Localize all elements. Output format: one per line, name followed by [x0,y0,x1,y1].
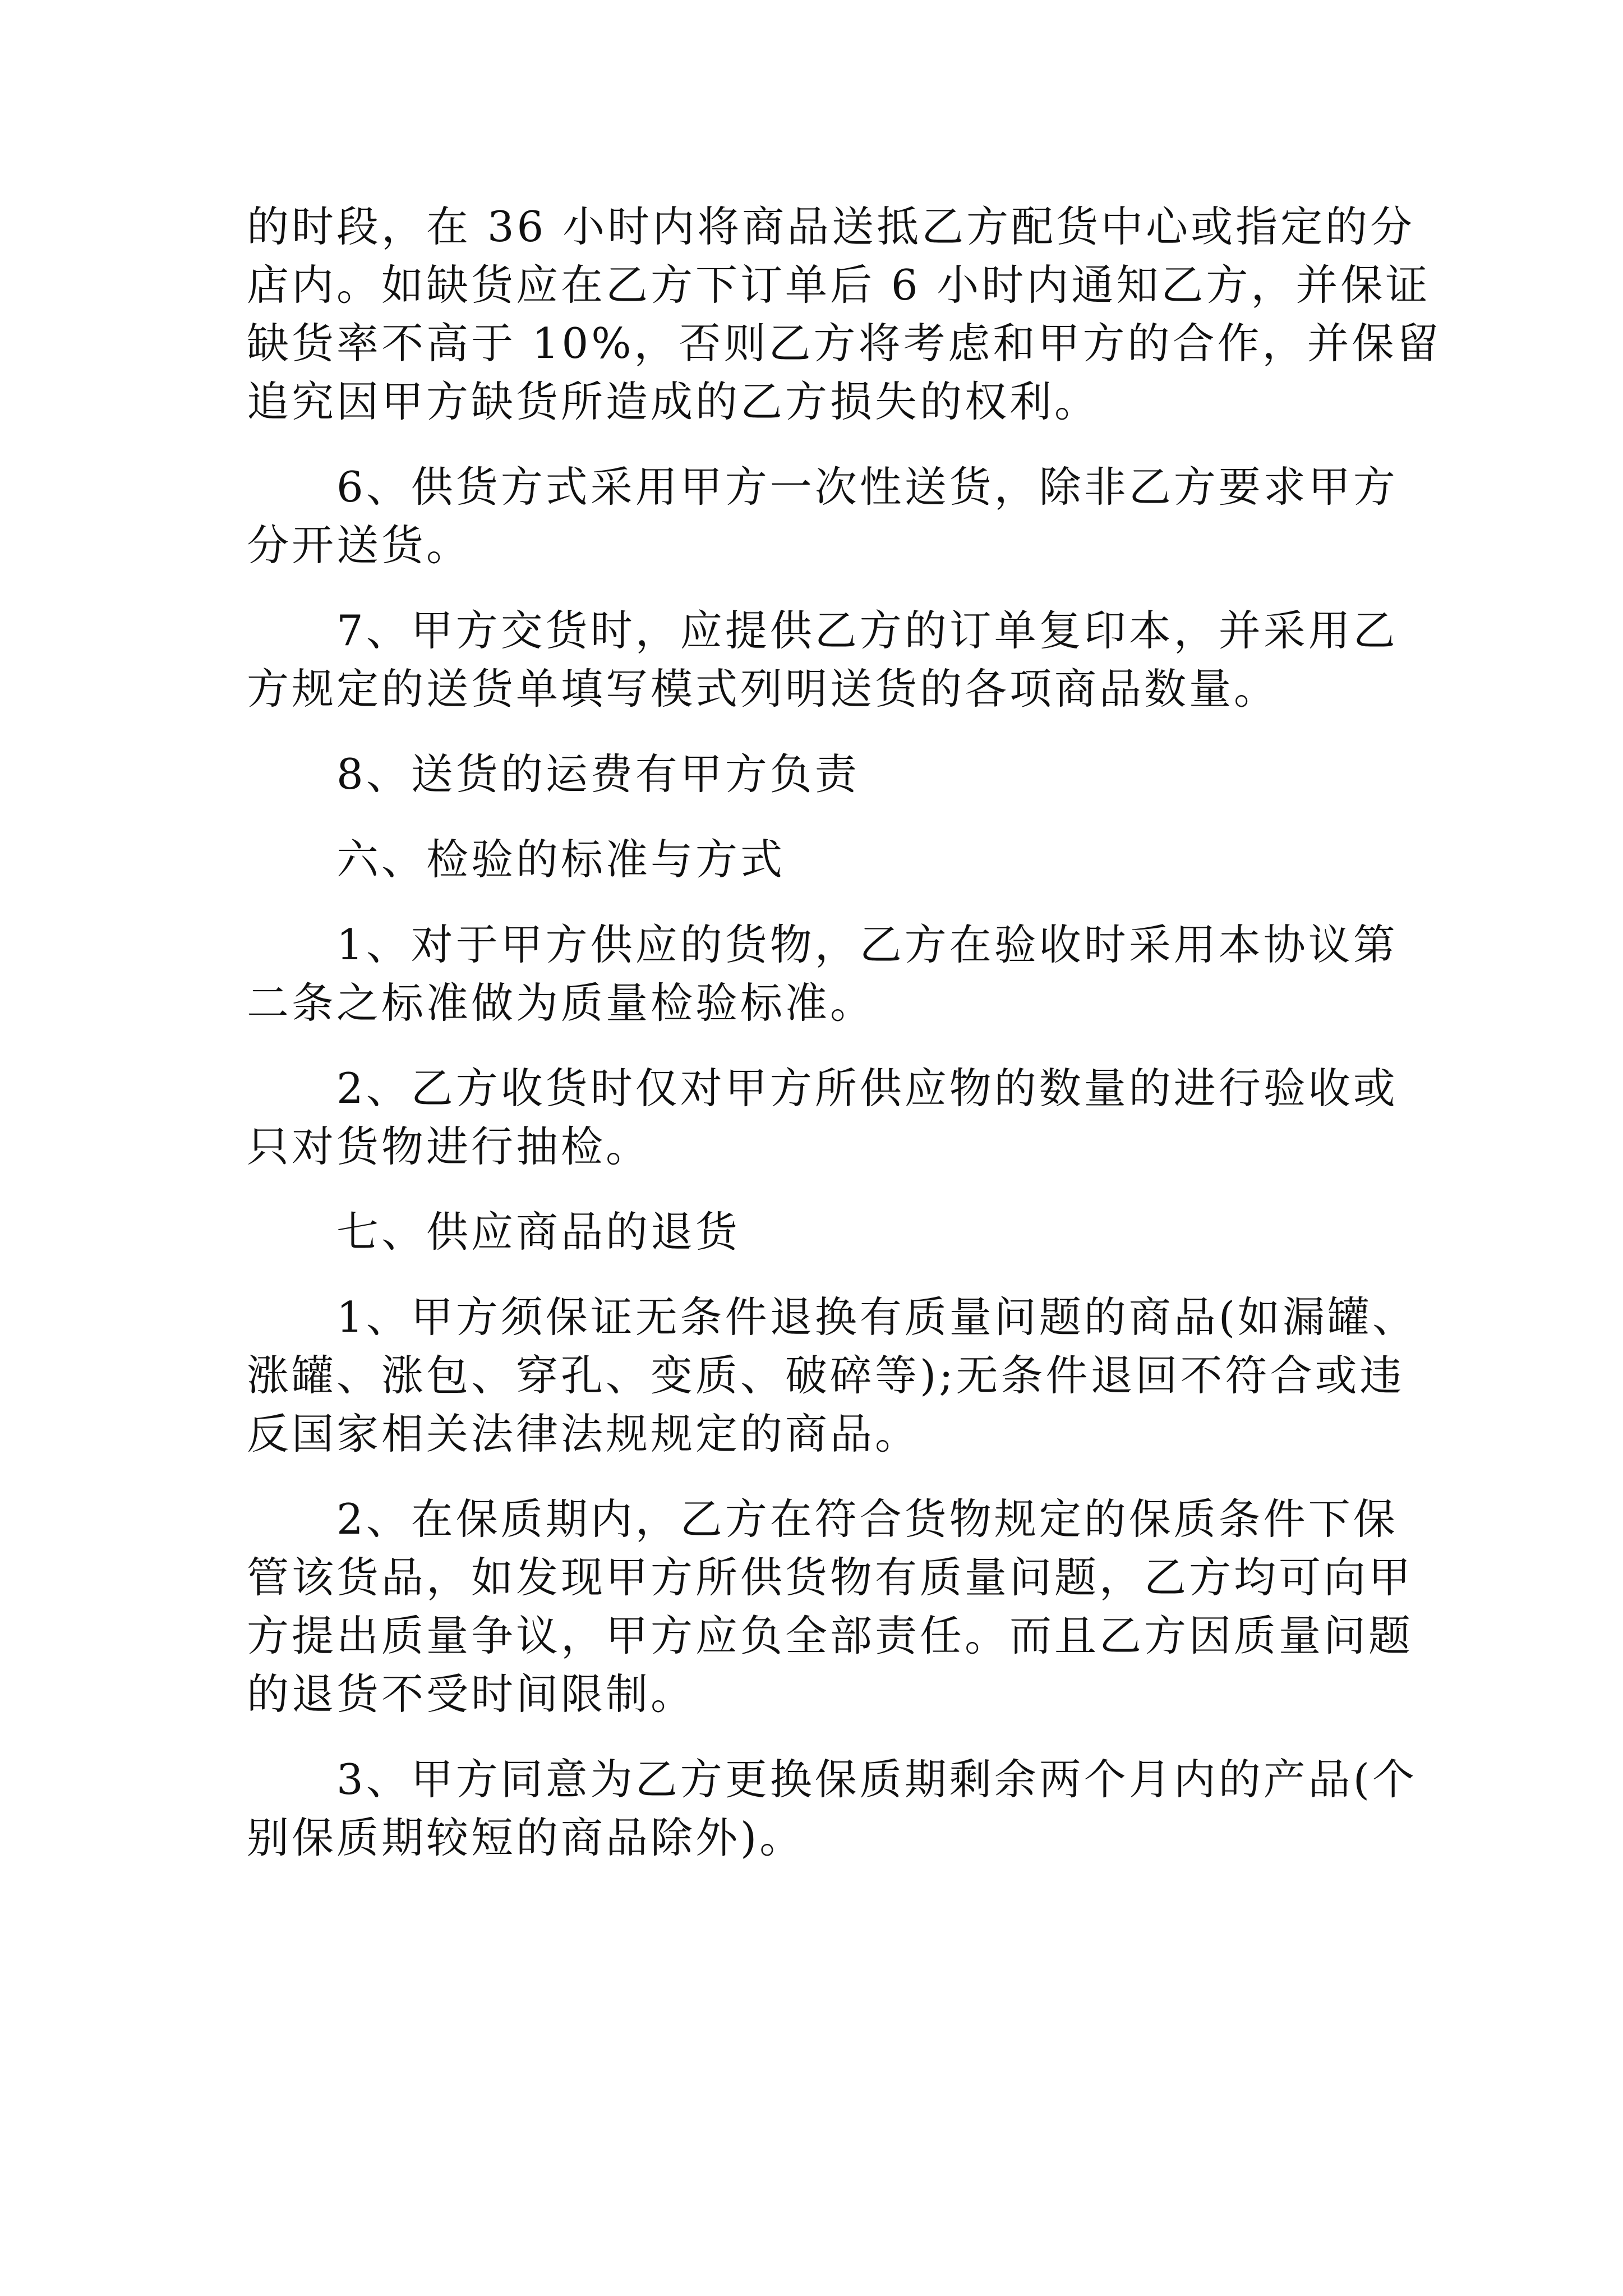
text-line: 反国家相关法律法规规定的商品。 [247,1409,920,1458]
text-line: 别保质期较短的商品除外)。 [247,1813,805,1862]
text-line: 店内。如缺货应在乙方下订单后 6 小时内通知乙方，并保证 [247,260,1431,310]
text-line: 2、在保质期内，乙方在符合货物规定的保质条件下保 [336,1494,1398,1544]
clause-6-2-receipt-check [247,1059,1398,1176]
clause-7-3-shelf-life-exchange [247,1750,1417,1867]
text-line: 二条之标准做为质量检验标准。 [247,978,875,1028]
text-line: 1、甲方须保证无条件退换有质量问题的商品(如漏罐、 [336,1292,1417,1342]
clause-5-6-supply-method [247,458,1398,574]
text-line: 8、送货的运费有甲方负责 [336,749,860,799]
clause-6-1-inspection-standard [247,915,1398,1032]
text-line: 方规定的送货单填写模式列明送货的各项商品数量。 [247,664,1279,714]
paragraph-delivery-time [247,197,1442,431]
text-line: 的时段，在 36 小时内将商品送抵乙方配货中心或指定的分 [247,202,1415,251]
document-page [247,197,1442,1894]
clause-7-2-quality-dispute [247,1490,1414,1723]
text-line: 方提出质量争议，甲方应负全部责任。而且乙方因质量问题 [247,1611,1414,1660]
section-heading: 六、检验的标准与方式 [336,835,786,884]
text-line: 2、乙方收货时仅对甲方所供应物的数量的进行验收或 [336,1064,1398,1113]
text-line: 1、对于甲方供应的货物，乙方在验收时采用本协议第 [336,920,1398,969]
text-line: 6、供货方式采用甲方一次性送货，除非乙方要求甲方 [336,462,1398,512]
text-line: 管该货品，如发现甲方所供货物有质量问题，乙方均可向甲 [247,1553,1414,1602]
section-heading: 七、供应商品的退货 [336,1207,741,1257]
text-line: 追究因甲方缺货所造成的乙方损失的权利。 [247,377,1100,426]
clause-5-7-delivery-documents [247,601,1398,718]
text-line: 的退货不受时间限制。 [247,1669,696,1719]
section-6-heading [247,830,1385,889]
clause-5-8-freight [247,745,1385,803]
section-7-heading [247,1203,1385,1261]
clause-7-1-unconditional-return [247,1288,1417,1463]
text-line: 涨罐、涨包、穿孔、变质、破碎等);无条件退回不符合或违 [247,1351,1405,1400]
text-line: 只对货物进行抽检。 [247,1122,651,1171]
text-line: 缺货率不高于 10%，否则乙方将考虑和甲方的合作，并保留 [247,319,1442,368]
text-line: 7、甲方交货时，应提供乙方的订单复印本，并采用乙 [336,606,1398,655]
text-line: 3、甲方同意为乙方更换保质期剩余两个月内的产品(个 [336,1755,1417,1804]
text-line: 分开送货。 [247,521,472,570]
